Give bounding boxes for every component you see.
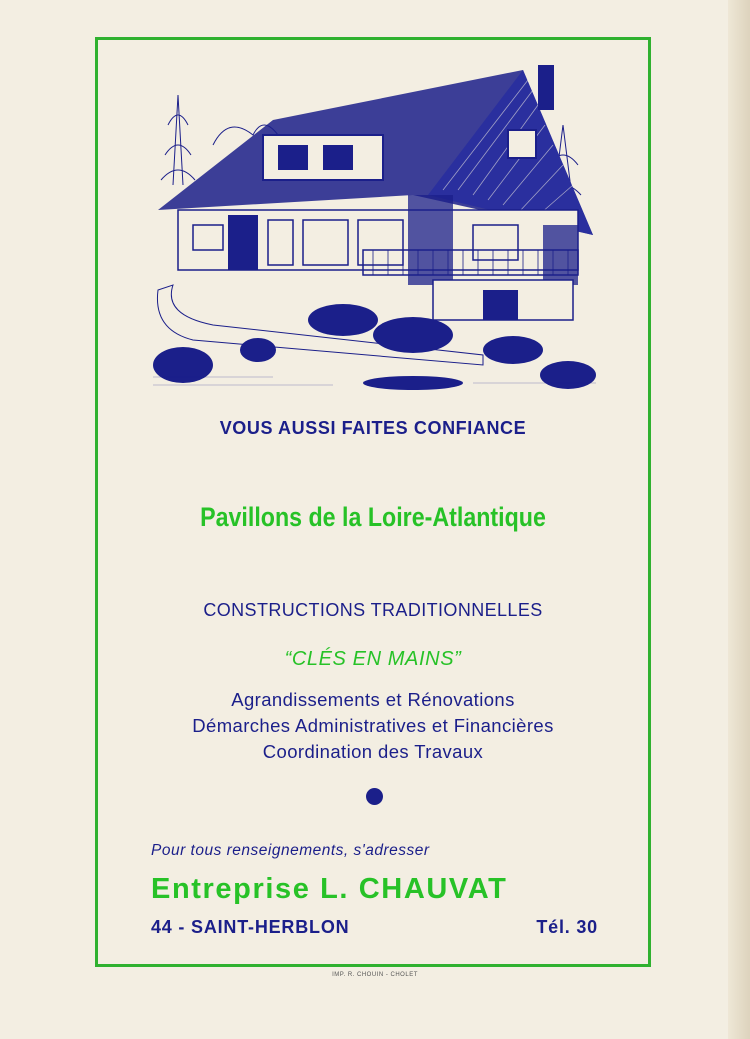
contact-intro: Pour tous renseignements, s'adresser	[151, 842, 430, 859]
house-illustration	[153, 65, 596, 392]
printer-imprint: IMP. R. CHOUIN - CHOLET	[332, 972, 418, 978]
bullet-dot	[366, 788, 383, 805]
company-name: Pavillons de la Loire-Atlantique	[200, 502, 546, 532]
paper-edge	[728, 0, 750, 1039]
address: 44 - SAINT-HERBLON	[151, 917, 350, 937]
tagline: VOUS AUSSI FAITES CONFIANCE	[219, 418, 527, 438]
service-item: Coordination des Travaux	[262, 741, 484, 762]
service-item: Démarches Administratives et Financières	[192, 715, 554, 736]
phone-number: Tél. 30	[536, 917, 598, 937]
keys-text: “CLÉS EN MAINS”	[284, 648, 462, 670]
subtitle: CONSTRUCTIONS TRADITIONNELLES	[203, 600, 543, 620]
service-item: Agrandissements et Rénovations	[231, 689, 515, 710]
contractor-name: Entreprise L. CHAUVAT	[151, 873, 508, 905]
